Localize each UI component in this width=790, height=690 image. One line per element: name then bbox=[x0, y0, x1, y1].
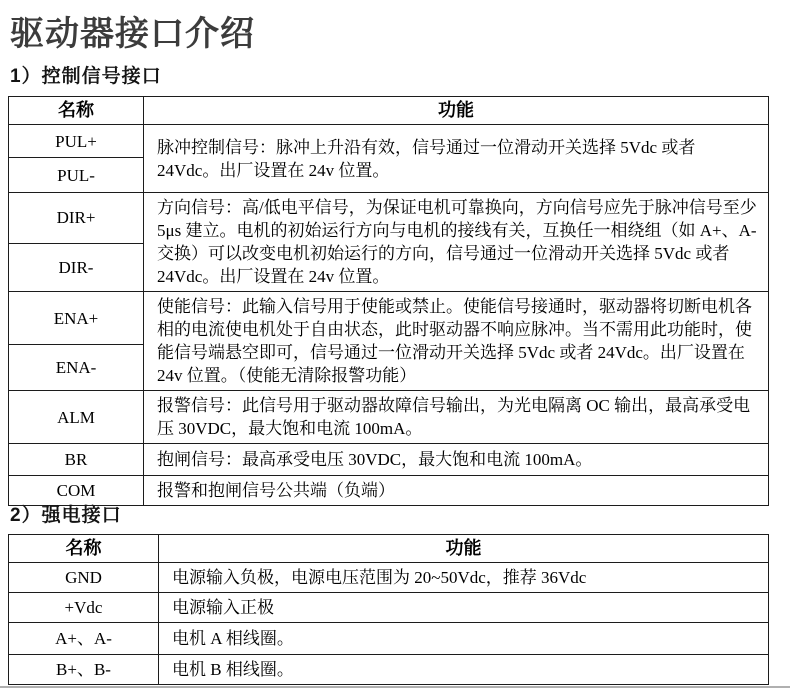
pul-plus-cell: PUL+ bbox=[9, 125, 144, 158]
com-desc-cell: 报警和抱闸信号公共端（负端） bbox=[144, 476, 769, 506]
alm-cell: ALM bbox=[9, 391, 144, 444]
control-table-header-row bbox=[9, 97, 769, 125]
vdc-desc-cell: 电源输入正极 bbox=[159, 593, 769, 623]
b-phase-desc-cell: 电机 B 相线圈。 bbox=[159, 655, 769, 685]
a-phase-cell: A+、A- bbox=[9, 623, 159, 655]
table-row bbox=[9, 391, 769, 444]
table-row bbox=[9, 476, 769, 506]
section-heading-control-signal: 1）控制信号接口 bbox=[10, 66, 162, 87]
table-row bbox=[9, 655, 769, 685]
br-desc-cell: 抱闸信号：最高承受电压 30VDC，最大饱和电流 100mA。 bbox=[144, 444, 769, 476]
column-header-function: 功能 bbox=[159, 535, 769, 563]
dir-desc-cell: 方向信号：高/低电平信号，为保证电机可靠换向，方向信号应先于脉冲信号至少 5μs 建立。电机的初始运行方向与电机的接线有关，互换任一相绕组（如 A+、A-交换）可以改变电机初始运行的方向，信号通过一位滑动开关选择 5Vdc 或者 24Vdc。出厂设置在 24v 位置。 bbox=[144, 193, 769, 292]
alm-desc-cell: 报警信号：此信号用于驱动器故障信号输出，为光电隔离 OC 输出，最高承受电压 30VDC，最大饱和电流 100mA。 bbox=[144, 391, 769, 444]
page-title: 驱动器接口介绍 bbox=[10, 15, 255, 53]
dir-plus-cell: DIR+ bbox=[9, 193, 144, 244]
section-heading-power: 2）强电接口 bbox=[10, 505, 122, 526]
br-cell: BR bbox=[9, 444, 144, 476]
control-signal-table bbox=[8, 96, 769, 506]
pul-desc-cell: 脉冲控制信号：脉冲上升沿有效，信号通过一位滑动开关选择 5Vdc 或者 24Vdc。出厂设置在 24v 位置。 bbox=[144, 125, 769, 193]
column-header-name: 名称 bbox=[9, 535, 159, 563]
table-row bbox=[9, 563, 769, 593]
page-bottom-divider bbox=[0, 686, 790, 688]
table-row bbox=[9, 125, 769, 158]
ena-plus-cell: ENA+ bbox=[9, 292, 144, 345]
ena-desc-cell: 使能信号：此输入信号用于使能或禁止。使能信号接通时，驱动器将切断电机各相的电流使电机处于自由状态，此时驱动器不响应脉冲。当不需用此功能时，使能信号端悬空即可，信号通过一位滑动开关选择 5Vdc 或者 24Vdc。出厂设置在 24v 位置。（使能无清除报警功能） bbox=[144, 292, 769, 391]
table-row bbox=[9, 193, 769, 244]
vdc-cell: +Vdc bbox=[9, 593, 159, 623]
pul-minus-cell: PUL- bbox=[9, 158, 144, 193]
a-phase-desc-cell: 电机 A 相线圈。 bbox=[159, 623, 769, 655]
table-row bbox=[9, 593, 769, 623]
dir-minus-cell: DIR- bbox=[9, 243, 144, 291]
column-header-function: 功能 bbox=[144, 97, 769, 125]
table-row bbox=[9, 292, 769, 345]
table-row bbox=[9, 444, 769, 476]
b-phase-cell: B+、B- bbox=[9, 655, 159, 685]
power-table bbox=[8, 534, 769, 685]
com-cell: COM bbox=[9, 476, 144, 506]
gnd-cell: GND bbox=[9, 563, 159, 593]
table-row bbox=[9, 623, 769, 655]
power-table-header-row bbox=[9, 535, 769, 563]
column-header-name: 名称 bbox=[9, 97, 144, 125]
gnd-desc-cell: 电源输入负极，电源电压范围为 20~50Vdc，推荐 36Vdc bbox=[159, 563, 769, 593]
ena-minus-cell: ENA- bbox=[9, 345, 144, 391]
